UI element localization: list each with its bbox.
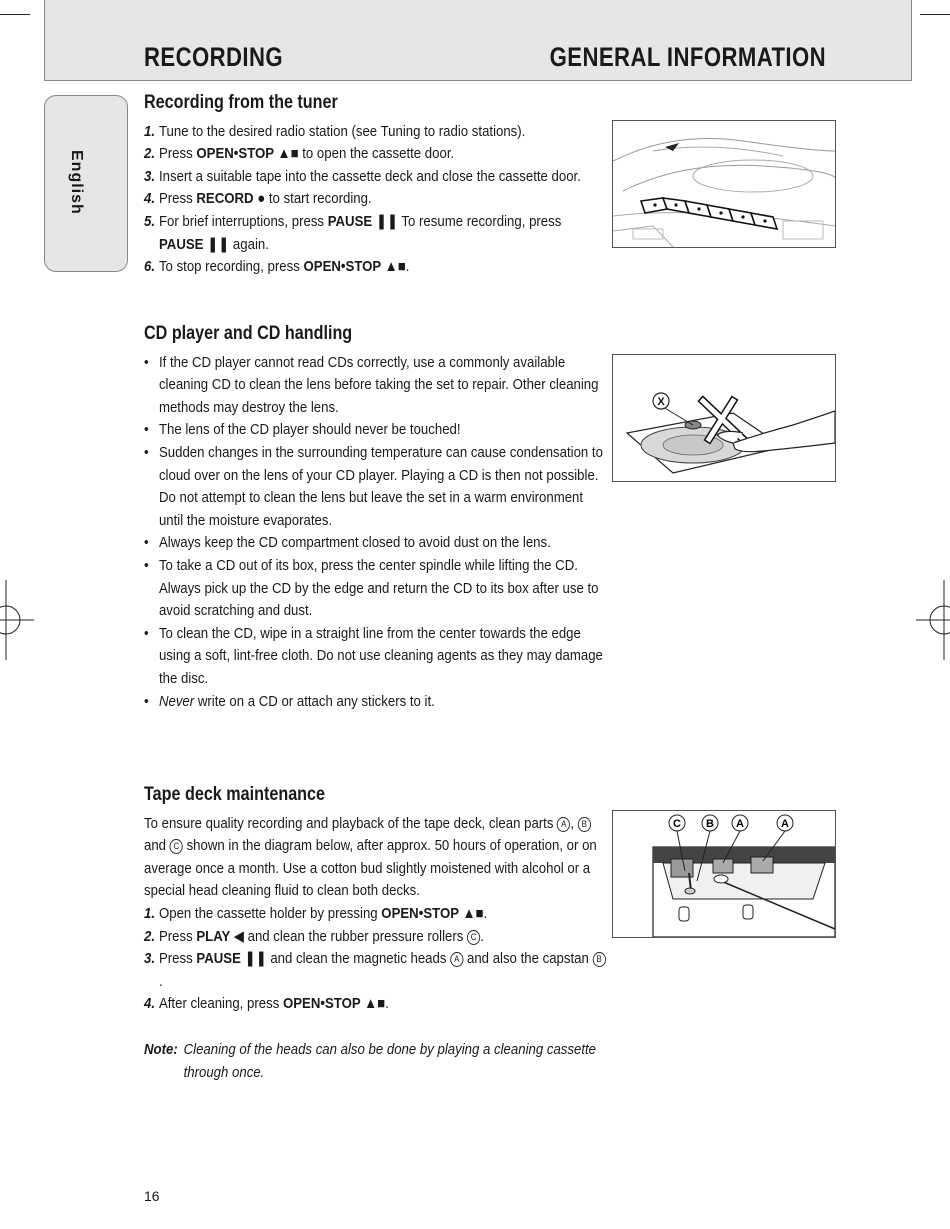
step-text: to open the cassette door.: [298, 145, 455, 163]
step: [144, 188, 606, 211]
note-text: Cleaning of the heads can also be done by playing a cleaning cassette through once.: [183, 1040, 597, 1081]
bullet-item: • Always keep the CD compartment closed to avoid dust on the lens.: [144, 534, 551, 552]
step-text: For brief interruptions, press: [158, 212, 328, 230]
button-name: OPEN•STOP ▲■: [381, 904, 484, 922]
tape-label-a: A: [781, 818, 789, 830]
tuner-steps: [144, 121, 606, 279]
language-tab: [44, 95, 128, 272]
crop-mark: [0, 14, 30, 15]
step-text: Press: [158, 145, 197, 163]
step-text: Tune to the desired radio station (see Tuning to radio stations).: [158, 122, 526, 140]
tape-intro: To ensure quality recording and playback of the tape deck, clean parts A , B and C shown in the diagram below, after approx. 50 hours of operation, or on average once a month. Use a cotton bud slightly moistened with alcohol or a special head cleaning fluid to clean both decks.: [144, 814, 597, 900]
step: 4. After cleaning, press OPEN•STOP ▲■.: [144, 995, 389, 1013]
emphasis-text: Never: [158, 692, 195, 710]
bullet-item: • If the CD player cannot read CDs correctly, use a commonly available cleaning CD to clean the lens before taking the set to repair. Other cleaning methods may destroy the lens.: [144, 353, 599, 416]
cd-bullets: [144, 352, 606, 714]
section-title: Tape deck maintenance: [144, 784, 326, 805]
registration-mark-right: [910, 580, 950, 660]
step-number: 5.: [144, 212, 156, 230]
step: 2. Press PLAY ◀ and clean the rubber pressure rollers C .: [144, 927, 484, 945]
part-marker-c: C: [467, 930, 480, 945]
step-text: Insert a suitable tape into the cassette deck and close the cassette door.: [158, 167, 581, 185]
figure-cassette-buttons: [612, 120, 836, 248]
step-number: 6.: [144, 258, 156, 276]
language-tab-label: English: [68, 150, 85, 215]
section-tape-maintenance: [144, 784, 606, 1084]
bullet-item: • To take a CD out of its box, press the center spindle while lifting the CD. Always pick up the CD by the edge and return the CD to its box after use to avoid scratching and dust.: [144, 556, 599, 620]
button-name: PLAY ◀: [196, 927, 244, 945]
part-marker-a: A: [450, 952, 463, 967]
crop-mark: [920, 14, 950, 15]
bullet-item: • Never write on a CD or attach any stickers to it.: [144, 692, 435, 710]
section-cd-handling: [144, 323, 606, 713]
tape-content: [144, 813, 606, 1085]
button-name: PAUSE ❚❚: [158, 235, 230, 253]
section-title: CD player and CD handling: [144, 323, 353, 344]
step: 3. Press PAUSE ❚❚ and clean the magnetic heads A and also the capstan B.: [144, 948, 606, 993]
bullet-text: To take a CD out of its box, press the center spindle while lifting the CD. Always pick up the CD by the edge and return the CD to its box after use to avoid scratching and dust.: [158, 556, 599, 620]
step-number: 1.: [144, 122, 156, 140]
step: [144, 143, 606, 166]
tape-label-c: C: [673, 818, 681, 830]
bullet-text: The lens of the CD player should never be touched!: [158, 421, 461, 439]
step-text: .: [405, 258, 410, 276]
step-text: To stop recording, press: [158, 258, 304, 276]
bullet-item: • Sudden changes in the surrounding temperature can cause condensation to cloud over on the lens of your CD player. Playing a CD is then not possible. Do not attempt to clean the lens but leave the set in a warm environment until the moisture evaporates.: [144, 443, 603, 529]
step-text: to start recording.: [265, 190, 372, 208]
button-name: PAUSE ❚❚: [196, 950, 267, 968]
cd-lens-illustration: [613, 355, 835, 481]
section-title: Recording from the tuner: [144, 92, 338, 113]
step-number: 4.: [144, 190, 156, 208]
page-number: 16: [144, 1188, 160, 1204]
figure-cd-lens: [612, 354, 836, 482]
part-marker-a: A: [557, 817, 570, 832]
bullet-text: Sudden changes in the surrounding temperature can cause condensation to cloud over on the lens of your CD player. Playing a CD is then not possible. Do not attempt to clean the lens but leave the set in a warm environment until the moisture evaporates.: [158, 443, 603, 529]
button-name: PAUSE ❚❚: [327, 212, 398, 230]
bullet-text: If the CD player cannot read CDs correctly, use a commonly available cleaning CD to clean the lens before taking the set to repair. Other cleaning methods may destroy the lens.: [158, 353, 599, 416]
step: 1. Open the cassette holder by pressing OPEN•STOP ▲■.: [144, 904, 488, 922]
tape-label-a: A: [736, 818, 744, 830]
bullet-text: Always keep the CD compartment closed to avoid dust on the lens.: [158, 534, 551, 552]
step-number: 2.: [144, 145, 156, 163]
note: [144, 1039, 606, 1084]
section-recording-tuner: [144, 92, 606, 279]
button-name: RECORD ●: [196, 190, 266, 208]
cd-figure-marker: X: [657, 396, 665, 408]
note-label: Note:: [144, 1040, 178, 1058]
header-right-title: GENERAL INFORMATION: [549, 42, 826, 72]
step-number: 3.: [144, 167, 156, 185]
bullet-item: • The lens of the CD player should never be touched!: [144, 421, 461, 439]
part-marker-c: C: [170, 839, 183, 854]
tape-deck-illustration: [613, 811, 835, 937]
step: [144, 211, 606, 256]
button-name: OPEN•STOP ▲■: [196, 145, 299, 163]
bullet-text: To clean the CD, wipe in a straight line from the center towards the edge using a soft, lint-free cloth. Do not use cleaning agents as they may damage the disc.: [158, 624, 603, 687]
registration-mark-left: [0, 580, 40, 660]
bullet-item: • To clean the CD, wipe in a straight line from the center towards the edge using a soft, lint-free cloth. Do not use cleaning agents as they may damage the disc.: [144, 624, 603, 687]
bullet-text: write on a CD or attach any stickers to it.: [194, 692, 435, 710]
part-marker-b: B: [578, 817, 591, 832]
step-text: To resume recording, press: [397, 212, 562, 230]
button-name: OPEN•STOP ▲■: [303, 258, 406, 276]
step: [144, 256, 606, 279]
header-left-title: RECORDING: [144, 42, 284, 72]
step-text: Press: [158, 190, 197, 208]
tape-label-b: B: [706, 818, 714, 830]
figure-tape-deck: [612, 810, 836, 938]
step: [144, 121, 606, 144]
cassette-buttons-illustration: [613, 121, 835, 247]
step-text: again.: [229, 235, 269, 253]
part-marker-b: B: [592, 952, 605, 967]
button-name: OPEN•STOP ▲■: [282, 995, 386, 1013]
step: [144, 166, 606, 189]
